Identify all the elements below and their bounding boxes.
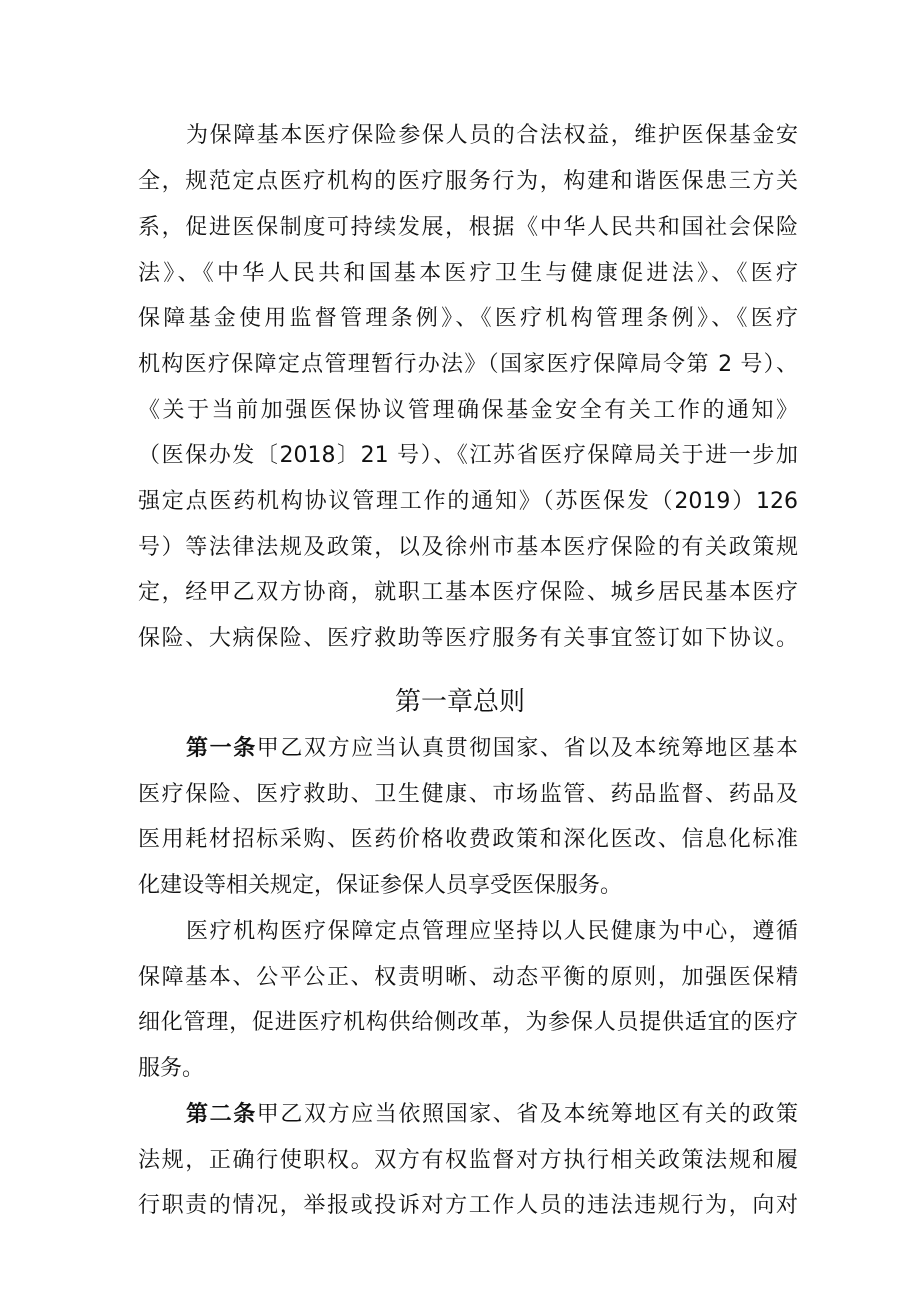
- article-2-line: 行职责的情况，举报或投诉对方工作人员的违法违规行为，向对: [138, 1193, 798, 1218]
- chapter-title: 第一章总则: [394, 687, 525, 717]
- preamble-line: 号）等法律法规及政策，以及徐州市基本医疗保险的有关政策规: [138, 535, 798, 560]
- article-1-text: 甲乙双方应当认真贯彻国家、省以及本统筹地区基本: [256, 736, 798, 761]
- preamble-line: 法》、《中华人民共和国基本医疗卫生与健康促进法》、《医疗: [138, 261, 798, 286]
- preamble-line: 强定点医药机构协议管理工作的通知》（苏医保发（2019）126: [138, 489, 798, 514]
- preamble-line: 系，促进医保制度可持续发展，根据《中华人民共和国社会保险: [138, 215, 798, 240]
- article-2-line: 法规，正确行使职权。双方有权监督对方执行相关政策法规和履: [138, 1148, 798, 1173]
- preamble-line: 为保障基本医疗保险参保人员的合法权益，维护医保基金安: [186, 123, 798, 148]
- article-1-para2-line: 保障基本、公平公正、权责明晰、动态平衡的原则，加强医保精: [138, 965, 798, 990]
- preamble-line: 全，规范定点医疗机构的医疗服务行为，构建和谐医保患三方关: [138, 169, 798, 194]
- article-2-first-line: [186, 1103, 798, 1127]
- article-1-first-line: [186, 737, 798, 761]
- article-1-line: 医用耗材招标采购、医药价格收费政策和深化医改、信息化标准: [138, 827, 798, 852]
- article-1-label: 第一条: [186, 736, 257, 761]
- article-1-line: 医疗保险、医疗救助、卫生健康、市场监管、药品监督、药品及: [138, 782, 798, 807]
- preamble-line: 定，经甲乙双方协商，就职工基本医疗保险、城乡居民基本医疗: [138, 580, 798, 605]
- preamble-line: 保障基金使用监督管理条例》、《医疗机构管理条例》、《医疗: [138, 306, 798, 331]
- article-1-line: 化建设等相关规定，保证参保人员享受医保服务。: [138, 873, 623, 898]
- preamble-line: （医保办发〔2018〕21 号）、《江苏省医疗保障局关于进一步加: [138, 443, 798, 468]
- article-2-text: 甲乙双方应当依照国家、省及本统筹地区有关的政策: [256, 1102, 798, 1127]
- preamble-line: 保险、大病保险、医疗救助等医疗服务有关事宜签订如下协议。: [138, 626, 798, 651]
- article-1-para2-line: 服务。: [138, 1056, 205, 1081]
- article-2-label: 第二条: [186, 1102, 257, 1127]
- article-1-para2-line: 医疗机构医疗保障定点管理应坚持以人民健康为中心，遵循: [186, 919, 798, 944]
- article-1-para2-line: 细化管理，促进医疗机构供给侧改革，为参保人员提供适宜的医疗: [138, 1010, 798, 1035]
- preamble-line: 《关于当前加强医保协议管理确保基金安全有关工作的通知》: [138, 398, 798, 423]
- preamble-line: 机构医疗保障定点管理暂行办法》（国家医疗保障局令第 2 号）、: [138, 352, 798, 377]
